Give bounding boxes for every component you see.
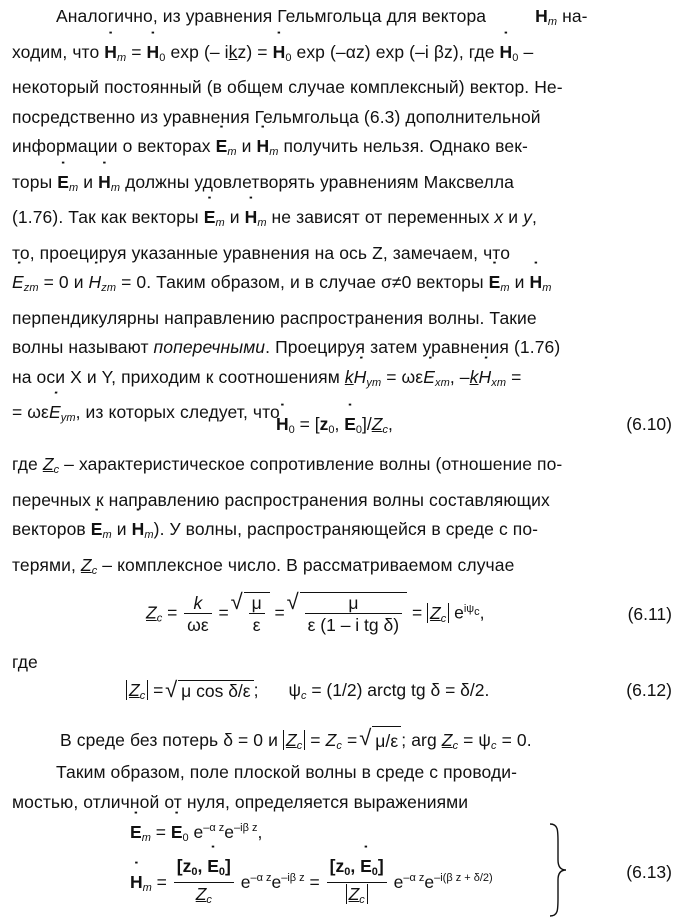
text-line: посредственно из уравнения Гельмгольца (6.3) дополнительной [12, 106, 541, 127]
text-line: перпендикулярны направлению распространения волны. Такие [12, 307, 537, 328]
text-line: где $Z_c$ – характеристическое сопротивление волны (отношение по- [12, 454, 563, 476]
gde-line [12, 648, 678, 678]
text-line: то, проецируя указанные уравнения на ось Z, замечаем, что [12, 242, 511, 263]
text-line: Аналогично, из уравнения Гельмгольца для вектора ˙ $H_m$ на- [12, 2, 678, 38]
equation-body: ˙ $H_0 = [z_0$, ˙ $E_0]/Z_c$, [276, 414, 393, 436]
text-line: ˙ $E_{zm} = 0$ и ˙ $H_{zm} = 0$. Таким образом, и в случае σ≠0 векторы ˙ $E_m$ и ˙ $H_m$ [12, 268, 678, 304]
text-line: перечных к направлению распространения волны составляющих [12, 489, 550, 510]
right-brace [548, 822, 568, 918]
text-line: волны называют поперечными. Проецируя затем уравнения (1.76) [12, 337, 561, 357]
equation-body: $Z_c$ = $\frac{k}{\omega\varepsilon}$ = √ $\frac{\mu}{\varepsilon}$ = √ $\frac{\mu}{\text{ε (1 – i tg δ)}}$ = $Z_c$ $e^{i\psi_c}$, [146, 592, 485, 636]
equation-number: (6.12) [626, 680, 672, 700]
equation-number: (6.11) [627, 604, 672, 624]
equation-row-1: ˙ $E_m$ = ˙ $E_0$ $e^{-\alpha z}e^{-i\beta z}$, [130, 822, 262, 844]
text-line: некоторый постоянный (в общем случае комплексный) вектор. Не- [12, 77, 563, 97]
paragraph-3 [12, 758, 678, 817]
paragraph-1 [12, 2, 678, 434]
text-line: мостью, отличной от нуля, определяется выражениями [12, 791, 469, 812]
text-line: торы ˙ $E_m$ и ˙ $H_m$ должны удовлетворять уравнениям Максвелла [12, 168, 678, 204]
equation-number: (6.13) [626, 862, 672, 882]
lossless-line [60, 726, 680, 762]
text-line: терями, $Z_c$ – комплексное число. В рассматриваемом случае [12, 554, 515, 577]
paragraph-2 [12, 450, 678, 586]
text-line: ходим, что ˙ $H_m$ = ˙ $H_0$ exp (– ikz) = ˙ $H_0$ exp (–αz) exp (–i βz), где ˙ $H_0$ – [12, 38, 678, 74]
text-line: В среде без потерь δ = 0 и $Z_c = Z_c$ = √ μ/ε ; arg $Z_c = \psi_c = 0$. [60, 726, 680, 762]
text-line: (1.76). Так как векторы ˙ $E_m$ и ˙ $H_m$ не зависят от переменных x и y, [12, 203, 678, 239]
equation-row-2: ˙ $H_m$ = $\frac{[z_0, ˙ E_0]}{Z_c}$ $e^{-\alpha z}e^{-i\beta z}$ = $\frac{[z_0, ˙ E_0]}{Z_c}$ $e^{-\alpha z}e^{-i(\beta z + \delta/2)}$ [130, 856, 493, 911]
equation-body: $Z_c$ = √ μ cos δ/ε ; $\psi_c = (1/2)$ arctg tg δ = δ/2. [126, 680, 489, 702]
text-line: Таким образом, поле плоской волны в среде с проводи- [56, 762, 518, 782]
equation-number: (6.10) [626, 414, 672, 434]
text-line: где [12, 652, 38, 672]
text-line: = ωε˙ $E_{ym}$, из которых следует, что [12, 398, 678, 434]
text-line: на оси X и Y, приходим к соотношениям k˙ $H_{ym}$ = ωε˙ $E_{xm}$, –k˙ $H_{xm}$ = [12, 363, 678, 399]
text-line: информации о векторах ˙ $E_m$ и ˙ $H_m$ получить нельзя. Однако век- [12, 132, 678, 168]
text-line: векторов ˙ $E_m$ и ˙ $H_m$). У волны, распространяющейся в среде с по- [12, 515, 678, 551]
